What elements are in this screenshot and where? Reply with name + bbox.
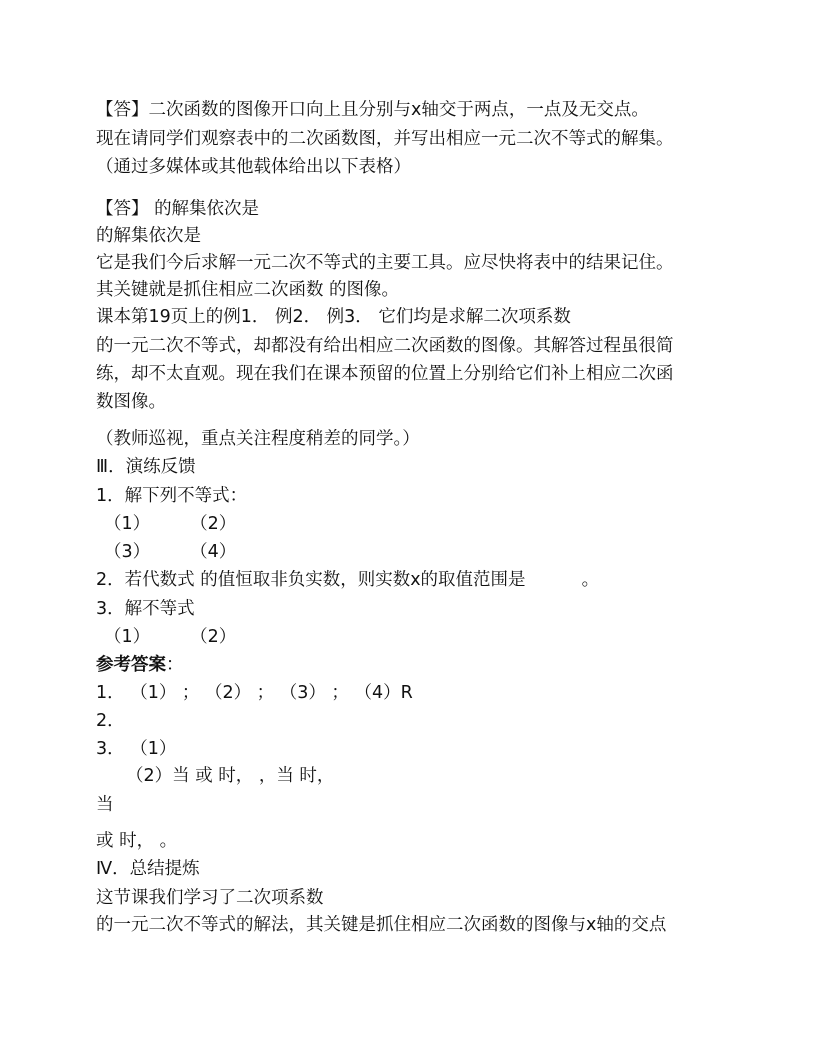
body-line: 其关键就是抓住相应二次函数 的图像。 [96,280,400,300]
answer-2: 2． [96,711,125,731]
answer-3: 3． （1） [96,739,177,759]
exercise-2-text: 2．若代数式 的值恒取非负实数，则实数x的取值范围是 [96,570,526,590]
answer-3-end: 或 时， 。 [96,831,178,851]
body-line: 数图像。 [96,392,166,412]
summary-line: 这节课我们学习了二次项系数 [96,888,324,908]
solution-set-line: 的解集依次是 [96,226,201,246]
item-1: （1） [104,514,151,534]
section-heading-summary: Ⅳ．总结提炼 [96,859,200,879]
item-2: （2） [190,627,237,647]
exercise-2 [96,568,599,592]
exercise-1: 1．解下列不等式： [96,486,248,506]
instruction-line: 现在请同学们观察表中的二次函数图，并写出相应一元二次不等式的解集。 [96,129,674,149]
answer-1: 1． （1） ； （2） ； （3） ； （4）R [96,683,413,703]
exercise-2-end: 。 [581,570,600,590]
exercise-3: 3．解不等式 [96,599,195,619]
body-line: 课本第19页上的例1． 例2． 例3． 它们均是求解二次项系数 [96,307,571,327]
reference-answers-heading [96,653,184,677]
exercise-1-items-b [104,540,236,564]
body-line: 练，却不太直观。现在我们在课本预留的位置上分别给它们补上相应二次函 [96,364,674,384]
item-3: （3） [104,542,151,562]
teacher-note: （教师巡视，重点关注程度稍差的同学。） [96,429,420,449]
body-line: 的一元二次不等式，却都没有给出相应二次函数的图像。其解答过程虽很简 [96,336,674,356]
summary-line: 的一元二次不等式的解法，其关键是抓住相应二次函数的图像与x轴的交点 [96,915,667,935]
answer-3-part-2: （2）当 或 时， ，当 时， [126,766,335,786]
section-heading-practice: Ⅲ．演练反馈 [96,457,196,477]
answer-line-1: 【答】二次函数的图像开口向上且分别与x轴交于两点，一点及无交点。 [96,100,649,120]
exercise-3-items [104,625,236,649]
item-2: （2） [190,514,237,534]
colon: ： [166,655,184,675]
note-line: （通过多媒体或其他载体给出以下表格） [96,157,411,177]
answer-line-2: 【答】 的解集依次是 [96,199,260,219]
reference-answers-label: 参考答案 [96,655,166,675]
answer-3-continued: 当 [96,795,114,815]
item-1: （1） [104,627,151,647]
body-line: 它是我们今后求解一元二次不等式的主要工具。应尽快将表中的结果记住。 [96,253,674,273]
exercise-1-items-a [104,512,236,536]
item-4: （4） [190,542,237,562]
